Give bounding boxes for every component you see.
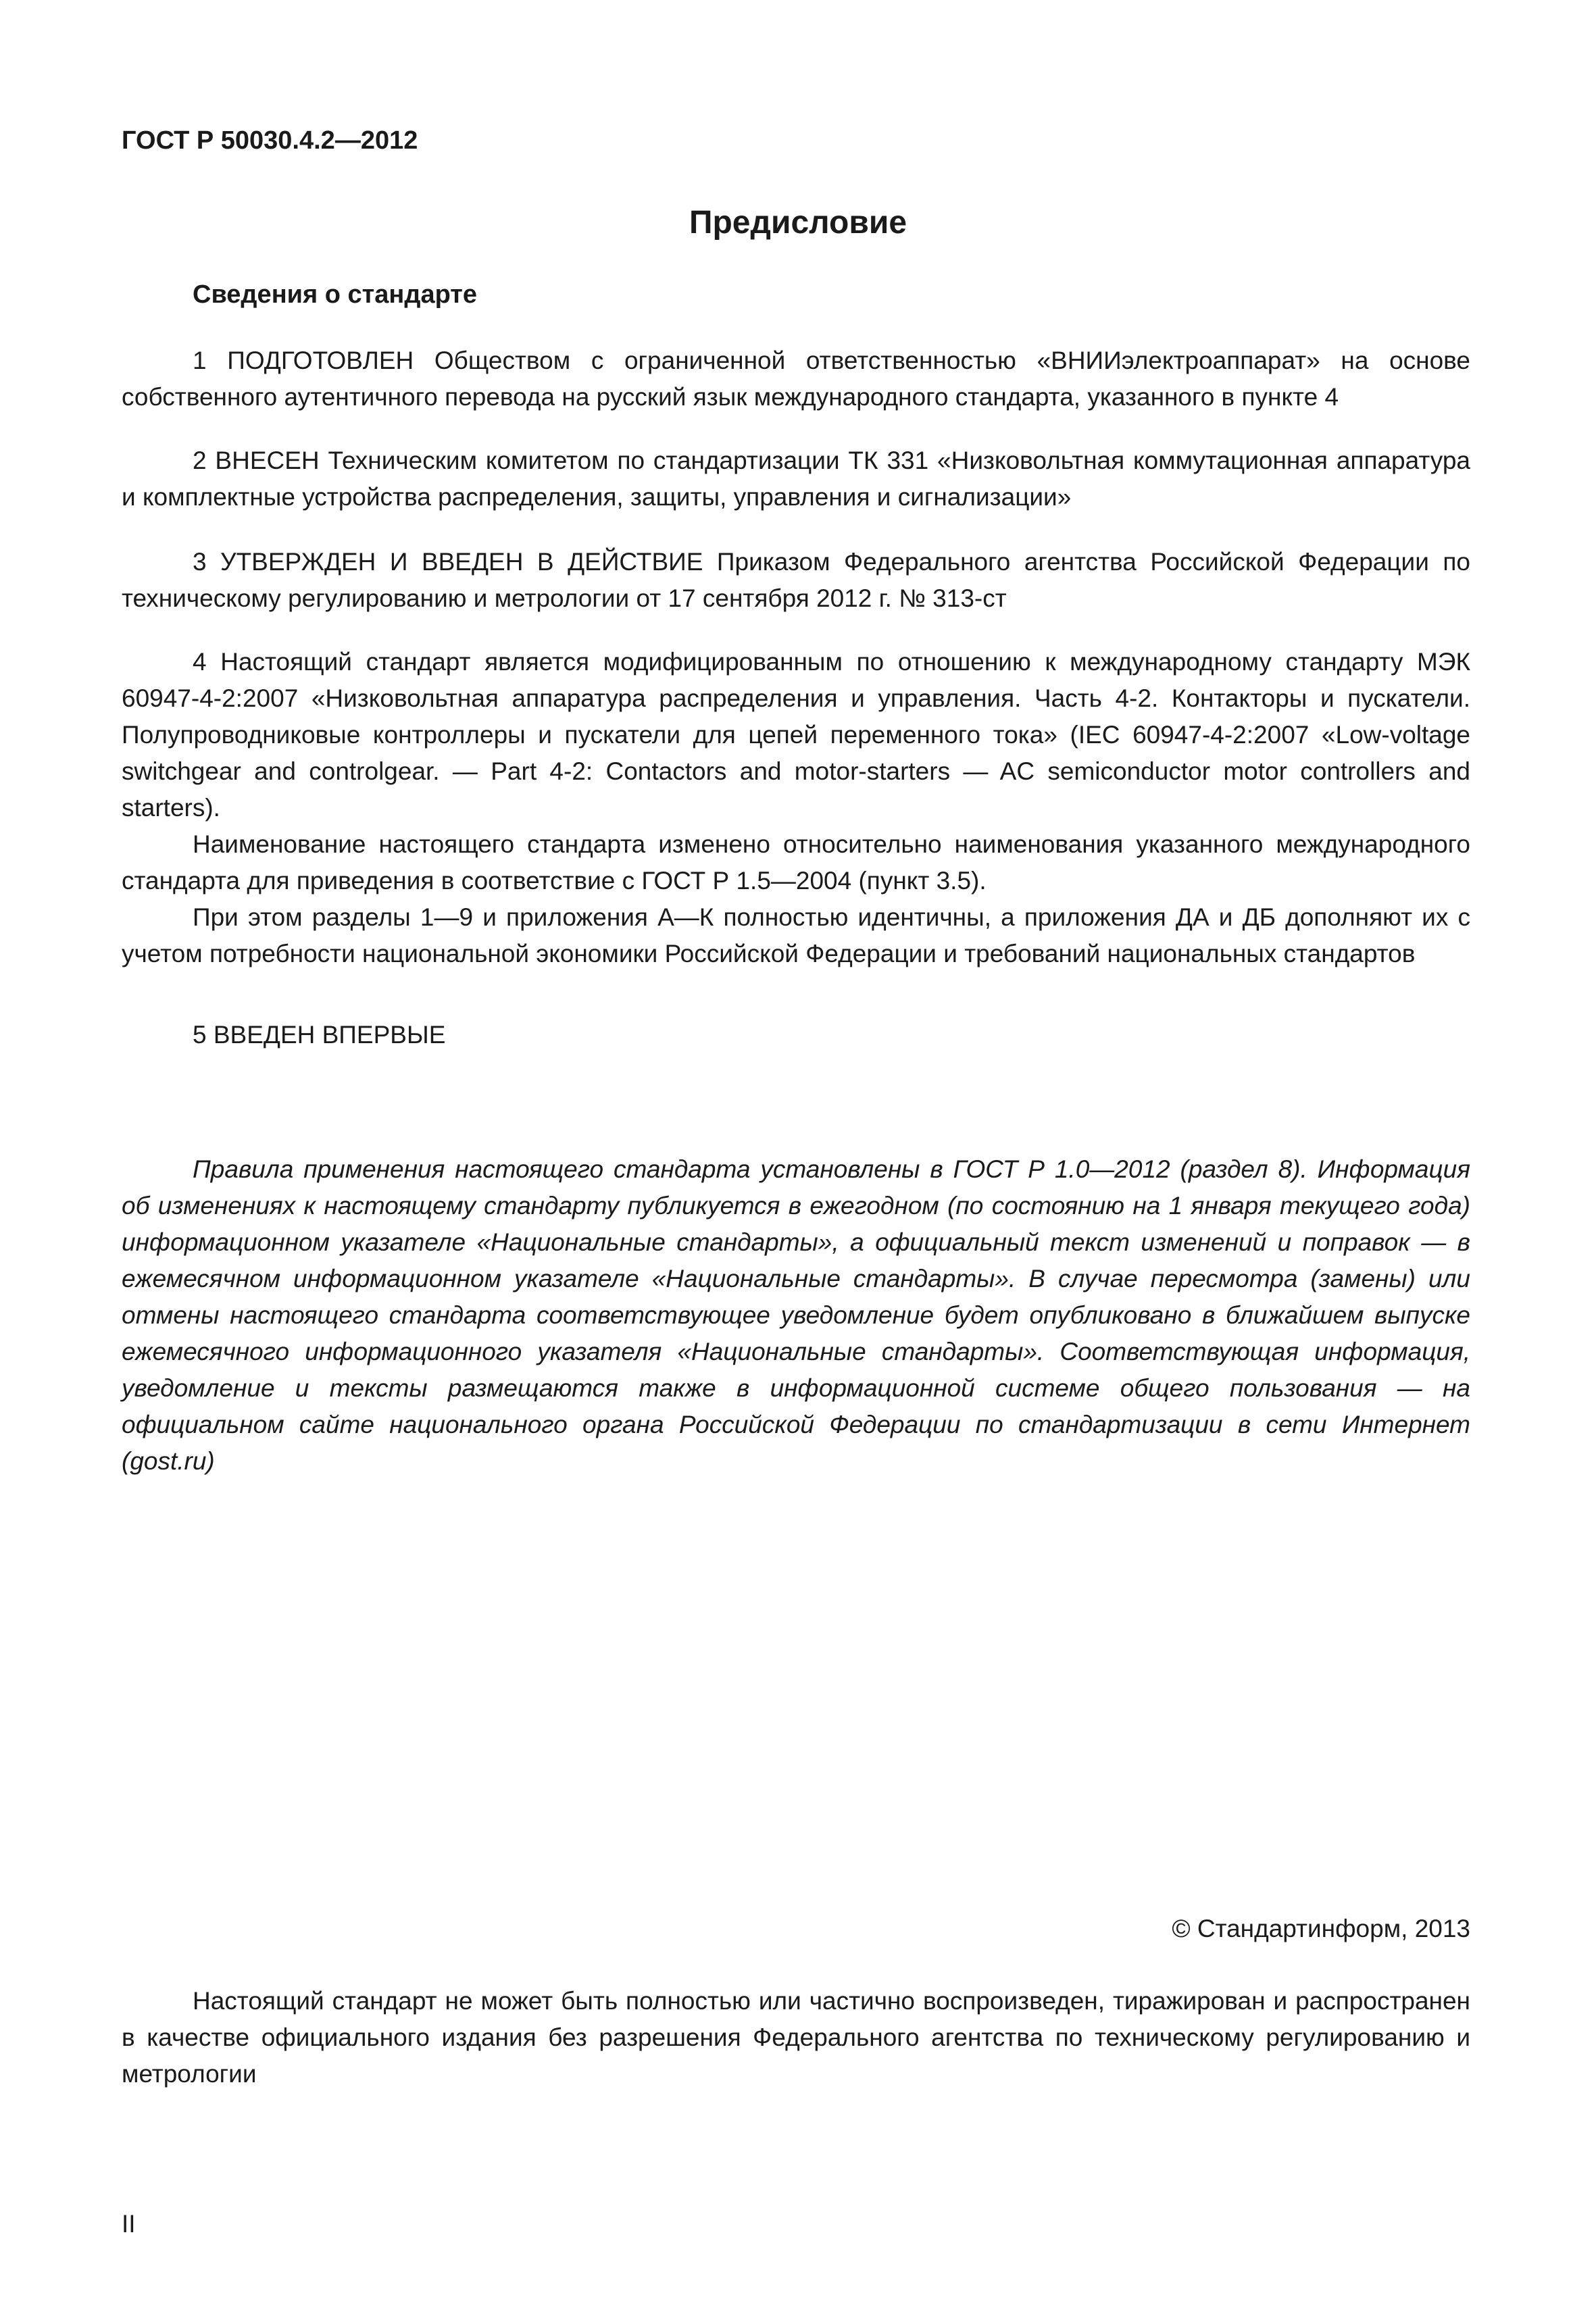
foreword-item-5-text: 5 ВВЕДЕН ВПЕРВЫЕ: [193, 1021, 446, 1049]
foreword-item-4-paragraph-1: 4 Настоящий стандарт является модифицированным по отношению к международному стандарту МЭК 60947-4-2:2007 «Низковольтная аппаратура распределения и управления. Часть 4-2. Контакторы и пускатели. Полупроводниковые контроллеры и пускатели для цепей переменного тока» (IEC 60947-4-2:2007 «Low-voltage switchgear and controlgear. — Part 4-2: Contactors and motor-starters — AC semiconductor motor controllers and starters).: [122, 648, 1470, 822]
foreword-item-3-text: 3 УТВЕРЖДЕН И ВВЕДЕН В ДЕЙСТВИЕ Приказом Федерального агентства Российской Федерации по техническому регулированию и метрологии от 17 сентября 2012 г. № 313-ст: [122, 548, 1470, 612]
section-subheading: Сведения о стандарте: [193, 280, 478, 309]
reproduction-notice-text: Настоящий стандарт не может быть полностью или частично воспроизведен, тиражирован и распространен в качестве официального издания без разрешения Федерального агентства по техническому регулированию и метрологии: [122, 1987, 1470, 2088]
reproduction-notice: [122, 1983, 1470, 2092]
page-number: II: [122, 2210, 136, 2238]
foreword-item-1: [122, 343, 1470, 416]
application-rules-notice: [122, 1151, 1470, 1480]
foreword-item-4: [122, 644, 1470, 972]
document-code: ГОСТ Р 50030.4.2—2012: [122, 126, 418, 155]
foreword-item-4-paragraph-3: При этом разделы 1—9 и приложения А—К полностью идентичны, а приложения ДА и ДБ дополняют их с учетом потребности национальной экономики Российской Федерации и требований национальных стандартов: [122, 903, 1470, 967]
foreword-item-5: [122, 1017, 1470, 1053]
application-rules-text: Правила применения настоящего стандарта установлены в ГОСТ Р 1.0—2012 (раздел 8). Информация об изменениях к настоящему стандарту публикуется в ежегодном (по состоянию на 1 января текущего года) информационном указателе «Национальные стандарты», а официальный текст изменений и поправок — в ежемесячном информационном указателе «Национальные стандарты». В случае пересмотра (замены) или отмены настоящего стандарта соответствующее уведомление будет опубликовано в ближайшем выпуске ежемесячного информационного указателя «Национальные стандарты». Соответствующая информация, уведомление и тексты размещаются также в информационной системе общего пользования — на официальном сайте национального органа Российской Федерации по стандартизации в сети Интернет (gost.ru): [122, 1155, 1470, 1475]
foreword-item-2: [122, 443, 1470, 515]
foreword-item-2-text: 2 ВНЕСЕН Техническим комитетом по стандартизации ТК 331 «Низковольтная коммутационная аппаратура и комплектные устройства распределения, защиты, управления и сигнализации»: [122, 447, 1470, 511]
foreword-item-4-paragraph-2: Наименование настоящего стандарта изменено относительно наименования указанного международного стандарта для приведения в соответствие с ГОСТ Р 1.5—2004 (пункт 3.5).: [122, 830, 1470, 895]
foreword-item-1-text: 1 ПОДГОТОВЛЕН Обществом с ограниченной ответственностью «ВНИИэлектроаппарат» на основе собственного аутентичного перевода на русский язык международного стандарта, указанного в пункте 4: [122, 347, 1470, 411]
foreword-item-3: [122, 544, 1470, 617]
copyright-line: © Стандартинформ, 2013: [1172, 1915, 1470, 1942]
page-title: Предисловие: [689, 205, 907, 241]
